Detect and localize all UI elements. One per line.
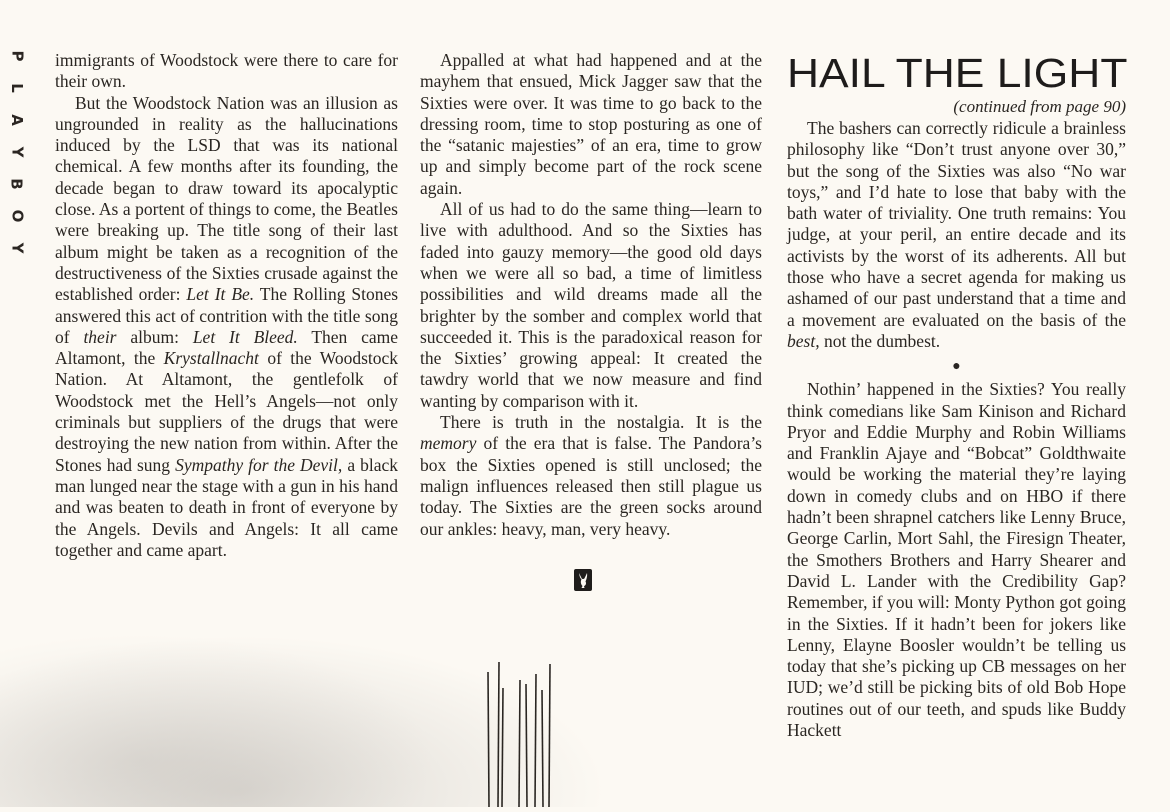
text-run: album:: [130, 326, 179, 347]
playboy-bunny-end-mark-icon: [574, 569, 592, 591]
text-run: a black man lunged near the stage with a gun in his hand and was beaten to death in front of everyone by the Angels. Devils and Angels: It all came together and came apart.: [55, 454, 399, 560]
spine-letter: A: [7, 114, 26, 126]
emphasis: their: [83, 326, 117, 347]
text-run: The Rolling Stones answered this act of contrition with the title song of: [55, 284, 399, 347]
emphasis: best,: [787, 330, 820, 351]
article-headline: HAIL THE LIGHT: [787, 50, 1128, 96]
text-run: But the Woodstock Nation was an illusion as ungrounded in reality as the hallucinations induced by the LSD that was its national chemical. A few months after its founding, the decade began to draw toward its apocalyptic close. As a portent of things to come, the Beatles were breaking up. The title song of their last album might be taken as a recognition of the destructiveness of the Sixties crusade against the established order:: [55, 92, 398, 305]
paragraph: Nothin’ happened in the Sixties? You really think comedians like Sam Kinison and Richard Pryor and Eddie Murphy and Robin Williams and Franklin Ajaye and “Bobcat” Goldthwaite would be working the material they’re laying down in comedy clubs and on HBO if there hadn’t been shrapnel catchers like Lenny Bruce, George Carlin, Mort Sahl, the Firesign Theater, the Smothers Brothers and Harry Shearer and David L. Lander with the Credibility Gap? Remember, if you will: Monty Python got going in the Sixties. If it hadn’t been for jokers like Lenny, Elayne Boosler wouldn’t be telling us today that she’s picking up CB messages on her IUD; we’d still be picking bits of old Bob Hope routines out of our teeth, and spuds like Buddy Hackett: [787, 379, 1126, 741]
spine-letter: P: [8, 50, 26, 62]
spine-letter: B: [8, 178, 26, 190]
song-title: Let It Bleed.: [192, 326, 298, 347]
text-run: There is truth in the nostalgia. It is the: [440, 412, 762, 433]
spine-letter: Y: [8, 146, 26, 158]
text-run: of the era that is false. The Pandora’s box the Sixties opened is still unclosed; the malign influences released then still plague us today. The Sixties are the green socks around our ankles: heavy, man, very heavy.: [420, 433, 762, 539]
paragraph: [55, 93, 398, 562]
article-column-middle: [420, 50, 762, 540]
spine-letter: O: [7, 209, 26, 223]
article-column-right: [787, 118, 1126, 741]
paragraph: [787, 118, 1126, 352]
song-title: Sympathy for the Devil,: [175, 454, 343, 475]
continued-from-note: (continued from page 90): [953, 97, 1126, 116]
text-run: of the Woodstock Nation. At Altamont, the gentlefolk of Woodstock met the Hell’s Angels—not only criminals but suppliers of the drugs that were destroying the new nation from within. After the Stones had sung: [55, 348, 399, 475]
song-title: Let It Be.: [186, 284, 255, 305]
text-run: Then came Altamont, the: [55, 326, 399, 369]
section-bullet: ●: [952, 359, 961, 375]
spine-playboy-logo: [8, 40, 26, 264]
spine-letter: L: [8, 83, 26, 93]
paragraph: All of us had to do the same thing—learn to live with adulthood. And so the Sixties has faded into gauzy memory—the good old days when we were all so bad, a time of limitless possibilities and wild dreams made all the brighter by the somber and complex world that succeeded it. This is the paradoxical reason for the Sixties’ growing appeal: It created the tawdry world that we now measure and find wanting by comparison with it.: [420, 199, 762, 411]
text-run: The bashers can correctly ridicule a brainless philosophy like “Don’t trust anyone over 30,” but the song of the Sixties was also “No war toys,” and I’d hate to lose that baby with the bath water of triviality. One truth remains: You judge, at your peril, an entire decade and its activists by the worst of its adherents. All but those who have a secret agenda for making us ashamed of our past understand that a time and a movement are evaluated on the basis of the: [787, 118, 1126, 330]
emphasis: Krystallnacht: [163, 348, 259, 369]
illustration-sticks: [480, 660, 580, 807]
spine-letter: Y: [8, 242, 26, 254]
emphasis: memory: [420, 433, 477, 454]
paragraph: Appalled at what had happened and at the mayhem that ensued, Mick Jagger saw that the Sixties were over. It was time to go back to the dressing room, time to stop posturing as one of the “satanic majesties” of an era, time to grow up and simply become part of the rock scene again.: [420, 50, 762, 198]
paragraph: [420, 412, 762, 540]
paragraph: immigrants of Woodstock were there to care for their own.: [55, 50, 398, 92]
article-column-left: [55, 50, 398, 561]
text-run: not the dumbest.: [823, 330, 941, 351]
